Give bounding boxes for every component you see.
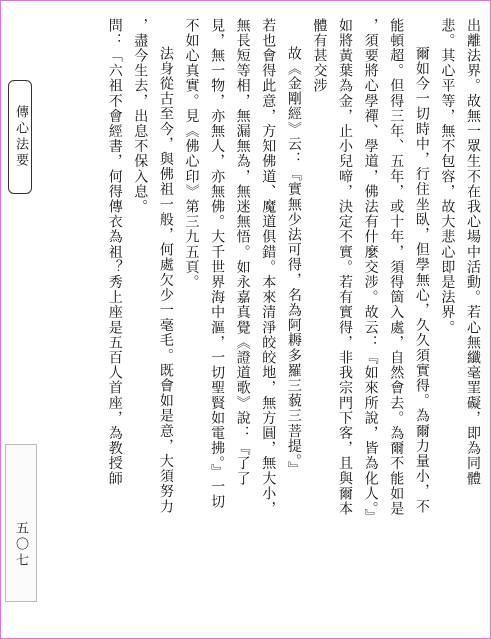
text-column: 故《金剛經》云：『實無少法可得，名為阿耨多羅三藐三菩提。』: [285, 46, 302, 477]
text-column: 能頓超。但得三年、五年，或十年，須得箇入處，自然會去。為爾不能如是: [388, 18, 405, 517]
text-column: 無長短等相，無漏無為，無迷無悟。如永嘉真覺《證道歌》說：『了了: [234, 18, 251, 487]
text-column: 不如心真實。見《佛心印》第三九五頁。: [183, 18, 200, 290]
text-column: 爾如今一切時中，行住坐臥，但學無心，久久須實得。為爾力量小，不: [413, 46, 430, 515]
text-column: 見，無一物，亦無人，亦無佛。大千世界海中漚，一切聖賢如電拂。』一切: [209, 18, 226, 510]
body-text: [55, 18, 485, 630]
text-column: 法身從古至今，與佛祖一般，何處欠少一毫毛。既會如是意，大須努力: [157, 46, 174, 515]
text-column: 體有甚交涉: [311, 18, 328, 94]
page-number: 五〇七: [5, 444, 37, 602]
text-column: 若也會得此意，方知佛道、魔道俱錯。本來清淨皎皎地，無方圓，無大小，: [260, 18, 277, 517]
text-column: ，盡今生去，出息不保入息。: [132, 18, 149, 215]
text-column: 如將黃葉為金，止小兒啼，決定不實。若有實得，非我宗門下客，且與爾本: [337, 18, 354, 517]
text-column: 出離法界。故無一眾生不在我心場中活動。若心無纖毫罣礙，即為同體: [465, 18, 481, 487]
text-column: ，須要將心學禪、學道，佛法有什麼交涉。故云：『如來所說，皆為化人。』: [362, 18, 379, 525]
book-title-tab: 傳心法要: [8, 80, 32, 194]
text-column: 問：「六祖不會經書，何得傳衣為祖？秀上座是五百人首座，為教授師: [106, 18, 123, 487]
text-column: 悲。其心平等，無不包容，故大悲心即是法界。: [439, 18, 456, 336]
